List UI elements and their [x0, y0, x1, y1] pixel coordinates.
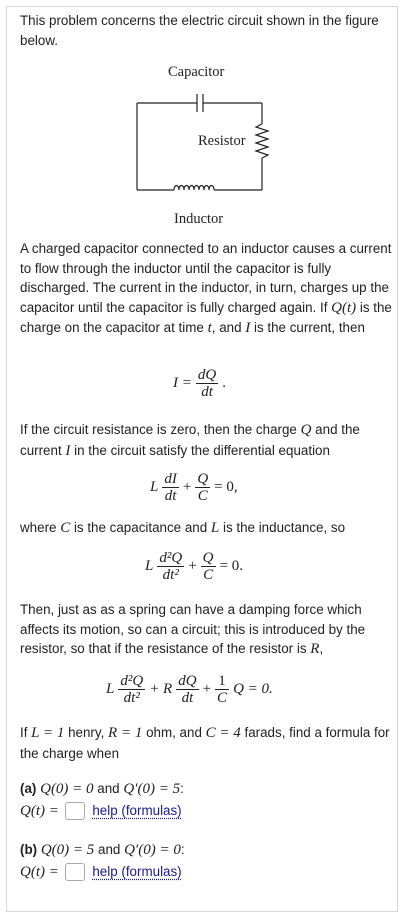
help-formulas-link-a[interactable]: help (formulas)	[92, 803, 182, 818]
paragraph-3: where C is the capacitance and L is the inductance, so	[20, 520, 346, 536]
circuit-diagram	[0, 0, 406, 240]
equation-lc: L $\frac{dI}{dt}$ + $\frac{Q}{C}$ = 0,	[150, 471, 238, 504]
inductor-label: Inductor	[174, 211, 224, 227]
part-b-condition: (b) Q(0) = 5 and Q′(0) = 0:	[20, 842, 185, 858]
part-b-answer-row: Q(t) = help (formulas)	[20, 864, 182, 880]
paragraph-1: A charged capacitor connected to an inductor causes a current to flow through the inductor until the capacitor is fully discharged. The current in the inductor, in turn, charges up the capacitor until the capacitor is fully charged again. If Q(t) is the charge on the capacitor at time t, and I is the current, then	[20, 241, 392, 336]
part-a-condition: (a) Q(0) = 0 and Q′(0) = 5:	[20, 781, 184, 797]
paragraph-5: If L = 1 henry, R = 1 ohm, and C = 4 farads, find a formula for the charge when	[20, 725, 390, 761]
help-formulas-link-b[interactable]: help (formulas)	[92, 864, 182, 879]
answer-input-b[interactable]	[65, 863, 85, 881]
equation-second-order: L $\frac{\text{d²Q}}{\text{dt²}}$ + $\frac{Q}{C}$ = 0.	[145, 550, 243, 583]
paragraph-4: Then, just as as a spring can have a damping force which affects its motion, so can a circuit; this is introduced by the resistor, so that if the resistance of the resistor is R,	[20, 602, 366, 657]
part-a-answer-row: Q(t) = help (formulas)	[20, 803, 182, 819]
resistor-label: Resistor	[198, 133, 246, 149]
equation-rlc: L $\frac{\text{d²Q}}{\text{dt²}}$ + R $\frac{dQ}{dt}$ + $\frac{1}{C}$ Q = 0.	[106, 673, 273, 706]
paragraph-2: If the circuit resistance is zero, then the charge Q and the current I in the circuit satisfy the differential equation	[20, 422, 360, 459]
intro-text: This problem concerns the electric circuit shown in the figure below.	[20, 13, 379, 48]
equation-current: I = $\frac{dQ}{dt}$ .	[173, 367, 226, 400]
capacitor-label: Capacitor	[168, 64, 225, 80]
part-a	[20, 779, 184, 821]
answer-input-a[interactable]	[65, 802, 85, 820]
part-b	[20, 840, 185, 882]
